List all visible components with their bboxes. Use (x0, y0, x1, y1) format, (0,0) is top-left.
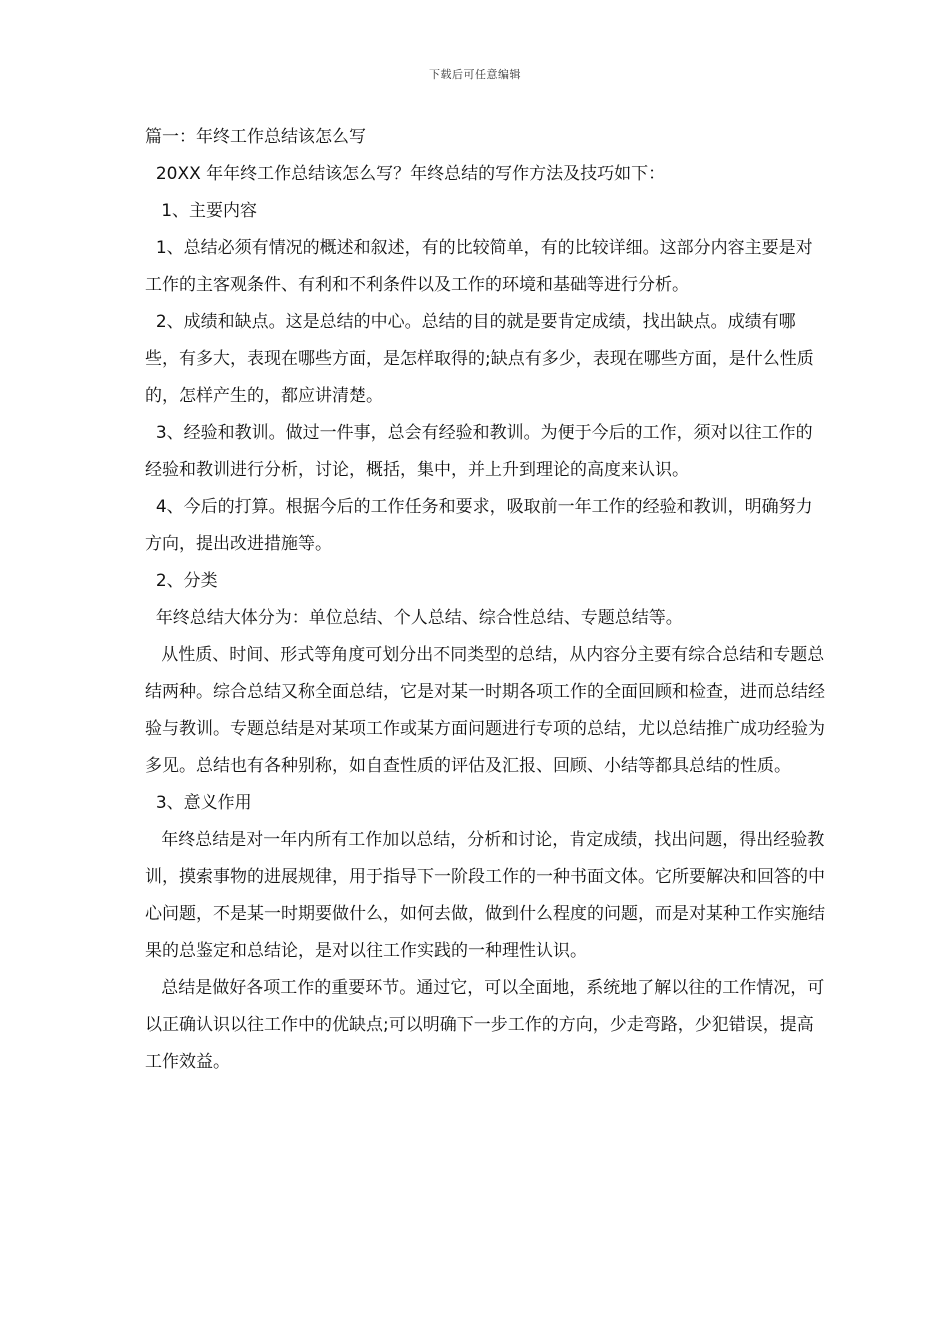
paragraph-classification-summary: 年终总结大体分为：单位总结、个人总结、综合性总结、专题总结等。 (145, 608, 683, 628)
document-body (145, 120, 825, 1081)
paragraph-achievements: 2、成绩和缺点。这是总结的中心。总结的目的就是要肯定成绩，找出缺点。成绩有哪些，有多大，表现在哪些方面，是怎样取得的;缺点有多少，表现在哪些方面，是什么性质的，怎样产生的，都应讲清楚。 (145, 312, 814, 406)
paragraph-significance-importance: 总结是做好各项工作的重要环节。通过它，可以全面地，系统地了解以往的工作情况，可以正确认识以往工作中的优缺点;可以明确下一步工作的方向，少走弯路，少犯错误，提高工作效益。 (145, 978, 825, 1072)
paragraph-classification-detail: 从性质、时间、形式等角度可划分出不同类型的总结，从内容分主要有综合总结和专题总结两种。综合总结又称全面总结，它是对某一时期各项工作的全面回顾和检查，进而总结经验与教训。专题总结是对某项工作或某方面问题进行专项的总结，尤以总结推广成功经验为多见。总结也有各种别称，如自查性质的评估及汇报、回顾、小结等都具总结的性质。 (145, 645, 825, 776)
intro-paragraph: 20XX 年年终工作总结该怎么写？年终总结的写作方法及技巧如下： (145, 164, 666, 184)
document-title: 篇一：年终工作总结该怎么写 (145, 127, 366, 147)
paragraph-lessons: 3、经验和教训。做过一件事，总会有经验和教训。为便于今后的工作，须对以往工作的经验和教训进行分析，讨论，概括，集中，并上升到理论的高度来认识。 (145, 423, 813, 480)
paragraph-significance-definition: 年终总结是对一年内所有工作加以总结，分析和讨论，肯定成绩，找出问题，得出经验教训，摸索事物的进展规律，用于指导下一阶段工作的一种书面文体。它所要解决和回答的中心问题，不是某一时期要做什么，如何去做，做到什么程度的问题，而是对某种工作实施结果的总鉴定和总结论，是对以往工作实践的一种理性认识。 (145, 830, 825, 961)
page-header-note: 下载后可任意编辑 (429, 68, 521, 81)
paragraph-overview: 1、总结必须有情况的概述和叙述，有的比较简单，有的比较详细。这部分内容主要是对工作的主客观条件、有利和不利条件以及工作的环境和基础等进行分析。 (145, 238, 813, 295)
section-heading-classification: 2、分类 (145, 571, 218, 591)
section-heading-significance: 3、意义作用 (145, 793, 252, 813)
paragraph-plans: 4、今后的打算。根据今后的工作任务和要求，吸取前一年工作的经验和教训，明确努力方向，提出改进措施等。 (145, 497, 813, 554)
section-heading-main-content: 1、主要内容 (145, 201, 258, 221)
